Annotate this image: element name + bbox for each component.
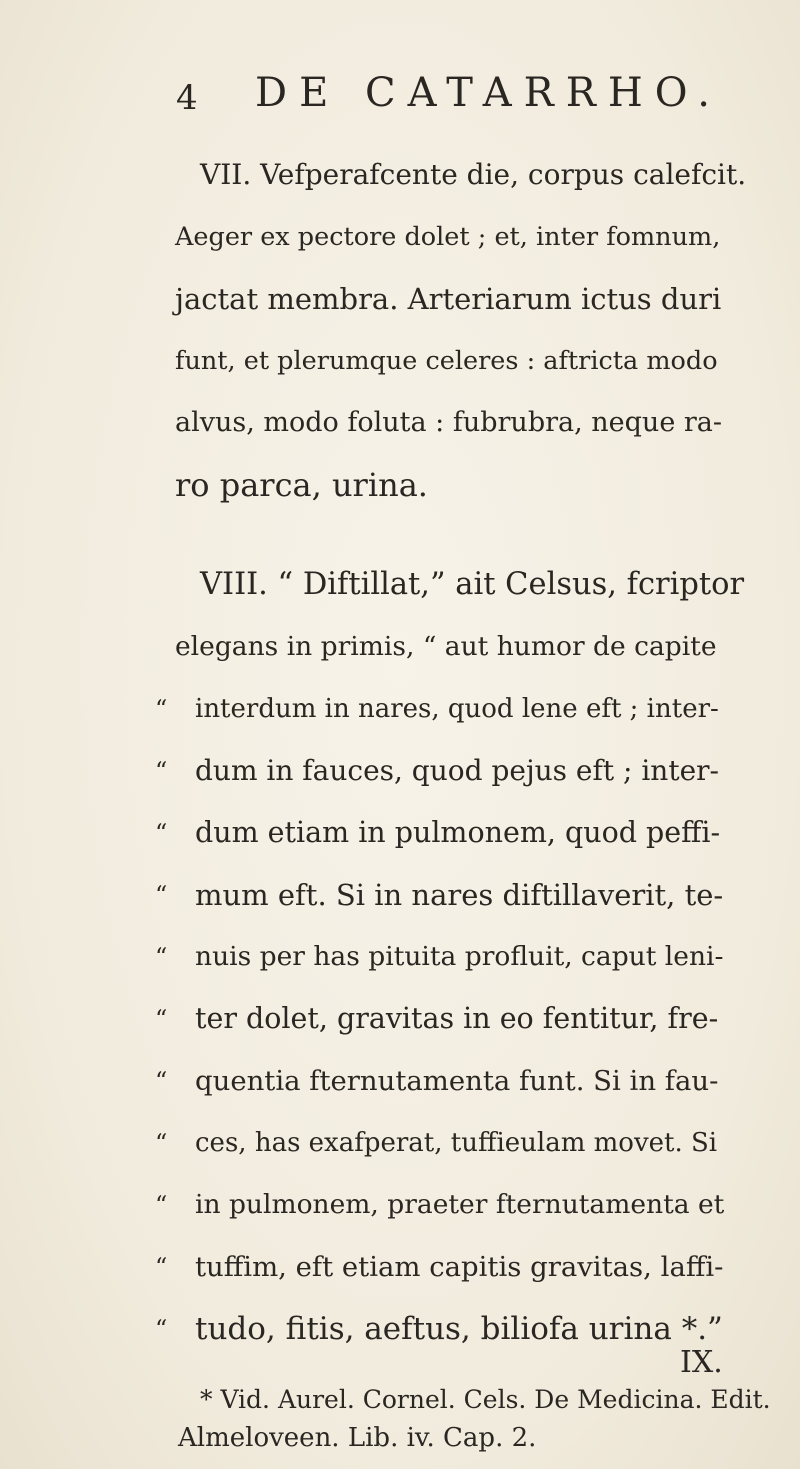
text-line: in pulmonem, praeter fternutamenta et <box>195 1189 725 1220</box>
quote-mark: “ <box>155 819 168 847</box>
text-line: quentia fternutamenta funt. Si in fau- <box>195 1065 719 1097</box>
text-line: elegans in primis, “ aut humor de capite <box>175 631 717 662</box>
page-number: 4 <box>176 78 198 118</box>
quote-mark: “ <box>155 1315 168 1343</box>
footnote-line: * Vid. Aurel. Cornel. Cels. De Medicina. Edit. <box>200 1385 771 1414</box>
catchword: IX. <box>680 1345 723 1380</box>
text-line: tudo, fitis, aeftus, biliofa urina *.” <box>195 1311 723 1347</box>
text-line: dum in fauces, quod pejus eft ; inter- <box>195 754 720 787</box>
text-line: ro parca, urina. <box>175 466 428 504</box>
footnote-line: Almeloveen. Lib. iv. Cap. 2. <box>178 1423 537 1453</box>
text-line: jactat membra. Arteriarum ictus duri <box>175 282 722 316</box>
text-line: interdum in nares, quod lene eft ; inter- <box>195 694 719 724</box>
quote-mark: “ <box>155 695 168 723</box>
quote-mark: “ <box>155 757 168 785</box>
quote-mark: “ <box>155 1129 168 1157</box>
quote-mark: “ <box>155 943 168 971</box>
text-line: dum etiam in pulmonem, quod peffi- <box>195 816 721 849</box>
book-page: 4 DE CATARRHO. VII. Vefperafcente die, corpus calefcit. Aeger ex pectore dolet ; et, inter fomnum, jactat membra. Arteriarum ictus duri funt, et plerumque celeres : aftricta modo alvus, modo foluta : fubrubra, neque ra- ro parca, urina. VIII. “ Diftillat,” ait Celsus, fcriptor elegans in primis, “ aut humor de capite “ interdum in nares, quod lene eft ; inter- “ dum in fauces, quod pejus eft ; inter- “ dum etiam in pulmonem, quod peffi- “ mum eft. Si in nares diftillaverit, te- “ nuis per has pituita profluit, caput leni- “ ter dolet, gravitas in eo fentitur, fre- “ quentia fternutamenta funt. Si in fau- “ ces, has exafperat, tuffieulam movet. Si “ in pulmonem, praeter fternutamenta et “ tuffim, eft etiam capitis gravitas, laffi- “ tudo, fitis, aeftus, biliofa urina *.” IX. * Vid. Aurel. Cornel. Cels. De Medicina. Edit. Almeloveen. Lib. iv. Cap. 2. <box>0 0 800 1469</box>
text-line: tuffim, eft etiam capitis gravitas, laffi- <box>195 1251 724 1283</box>
quote-mark: “ <box>155 1005 168 1033</box>
text-line: funt, et plerumque celeres : aftricta modo <box>175 346 718 376</box>
quote-mark: “ <box>155 881 168 909</box>
quote-mark: “ <box>155 1191 168 1219</box>
quote-mark: “ <box>155 1253 168 1281</box>
text-line: ter dolet, gravitas in eo fentitur, fre- <box>195 1002 719 1035</box>
text-line: alvus, modo foluta : fubrubra, neque ra- <box>175 407 723 438</box>
quote-mark: “ <box>155 1067 168 1095</box>
text-line: ces, has exafperat, tuffieulam movet. Si <box>195 1128 718 1158</box>
text-line: mum eft. Si in nares diftillaverit, te- <box>195 878 724 912</box>
text-line: Aeger ex pectore dolet ; et, inter fomnum, <box>175 222 721 252</box>
running-title: DE CATARRHO. <box>255 70 722 116</box>
text-line: nuis per has pituita profluit, caput leni- <box>195 941 724 972</box>
